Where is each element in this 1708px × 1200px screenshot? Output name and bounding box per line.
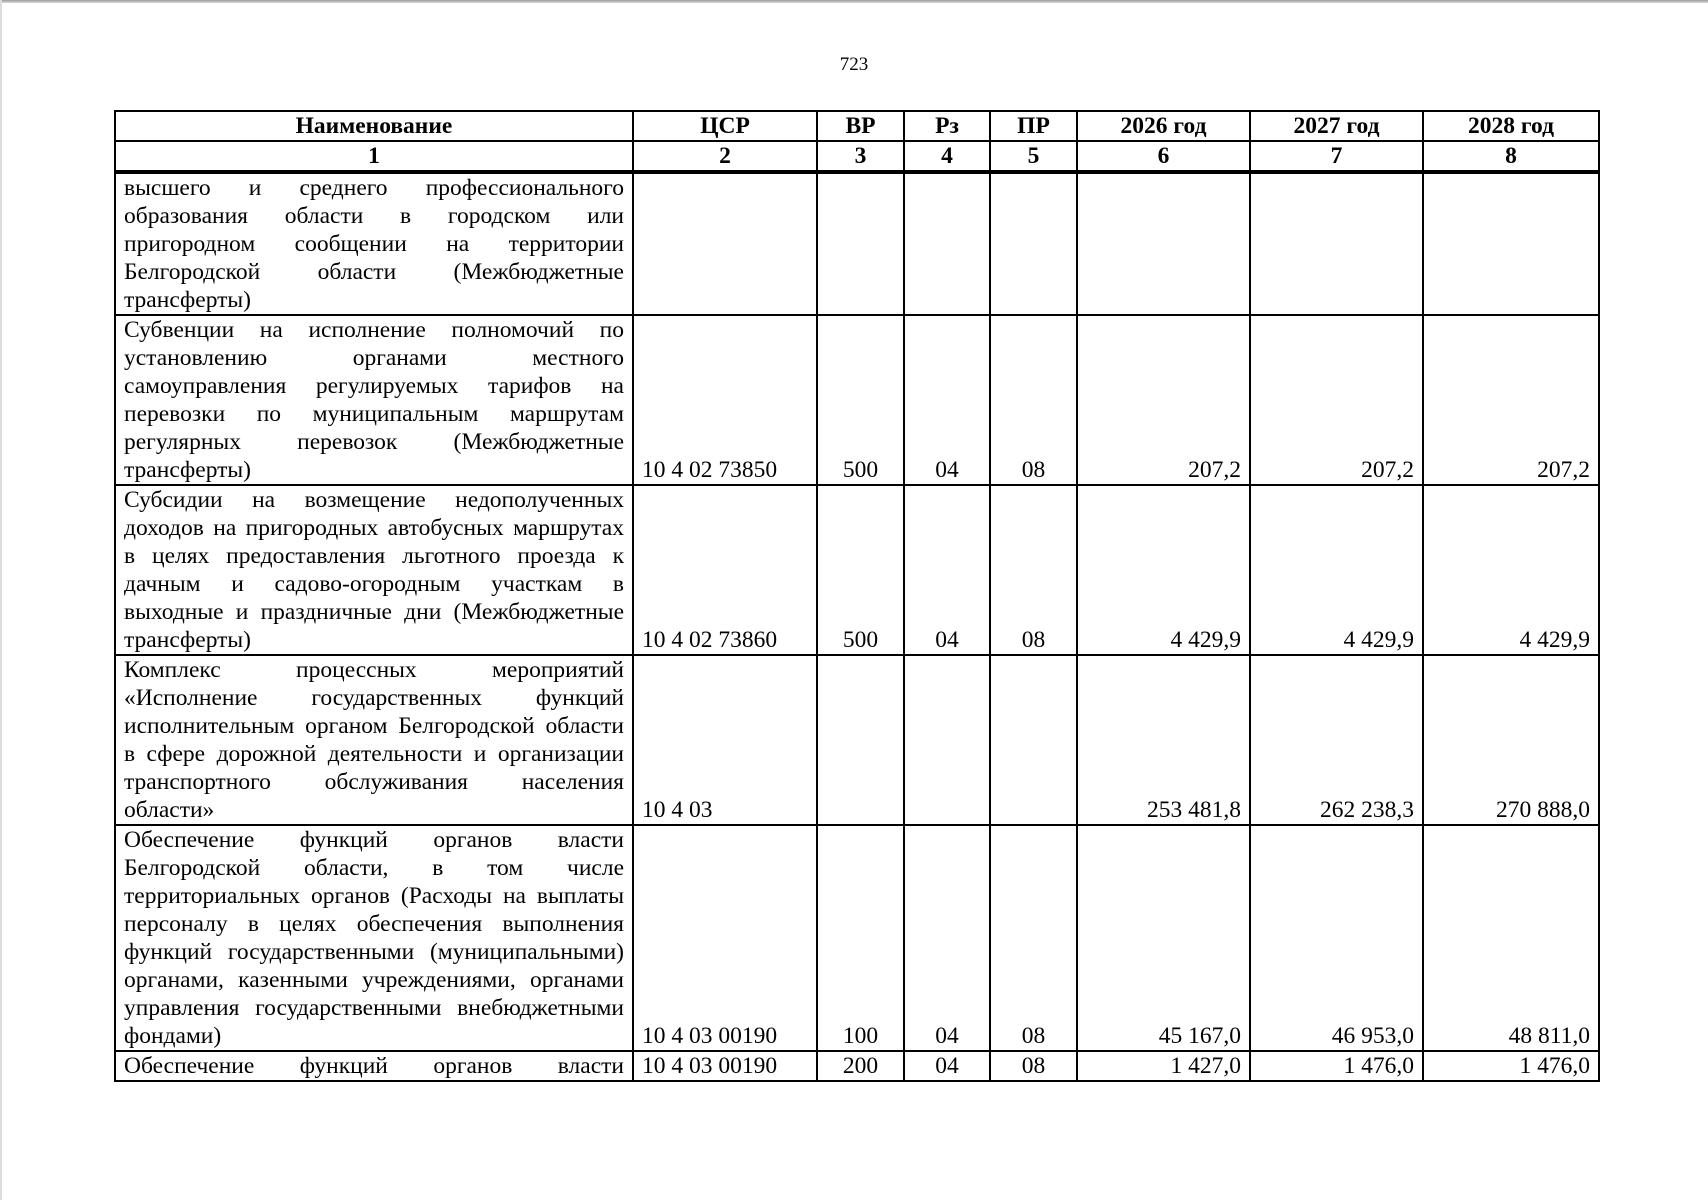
row-vr: 500 bbox=[817, 315, 904, 485]
row-2026: 45 167,0 bbox=[1077, 825, 1250, 1051]
row-vr: 100 bbox=[817, 825, 904, 1051]
row-2027: 4 429,9 bbox=[1250, 485, 1423, 655]
row-csr: 10 4 03 00190 bbox=[633, 1051, 817, 1081]
row-vr: 500 bbox=[817, 485, 904, 655]
row-2026: 1 427,0 bbox=[1077, 1051, 1250, 1081]
row-2027: 207,2 bbox=[1250, 315, 1423, 485]
header-2027: 2027 год bbox=[1250, 111, 1423, 141]
row-name: Обеспечение функций органов власти bbox=[115, 1051, 633, 1081]
column-number: 2 bbox=[633, 141, 817, 172]
column-number: 8 bbox=[1423, 141, 1599, 172]
table-row bbox=[115, 825, 1599, 1051]
row-name: Субсидии на возмещение недополученных доходов на пригородных автобусных маршрутах в целях предоставления льготного проезда к дачным и садово-огородным участкам в выходные и праздничные дни (Межбюджетные трансферты) bbox=[115, 485, 633, 655]
row-csr: 10 4 02 73850 bbox=[633, 315, 817, 485]
column-number: 4 bbox=[904, 141, 990, 172]
row-2026: 4 429,9 bbox=[1077, 485, 1250, 655]
row-csr: 10 4 02 73860 bbox=[633, 485, 817, 655]
row-rz bbox=[904, 172, 990, 315]
header-2026: 2026 год bbox=[1077, 111, 1250, 141]
row-pr: 08 bbox=[990, 485, 1077, 655]
column-number: 7 bbox=[1250, 141, 1423, 172]
row-rz bbox=[904, 655, 990, 825]
budget-table bbox=[114, 110, 1600, 1082]
scan-top-edge bbox=[0, 0, 1708, 3]
table-row bbox=[115, 485, 1599, 655]
row-2026: 253 481,8 bbox=[1077, 655, 1250, 825]
header-2028: 2028 год bbox=[1423, 111, 1599, 141]
column-number: 3 bbox=[817, 141, 904, 172]
row-rz: 04 bbox=[904, 825, 990, 1051]
column-number-row bbox=[115, 141, 1599, 172]
row-rz: 04 bbox=[904, 1051, 990, 1081]
header-row bbox=[115, 111, 1599, 141]
row-csr: 10 4 03 00190 bbox=[633, 825, 817, 1051]
header-rz: Рз bbox=[904, 111, 990, 141]
row-pr: 08 bbox=[990, 1051, 1077, 1081]
header-pr: ПР bbox=[990, 111, 1077, 141]
row-rz: 04 bbox=[904, 485, 990, 655]
row-pr bbox=[990, 172, 1077, 315]
row-2028: 270 888,0 bbox=[1423, 655, 1599, 825]
row-2027: 262 238,3 bbox=[1250, 655, 1423, 825]
table-row bbox=[115, 172, 1599, 315]
row-pr bbox=[990, 655, 1077, 825]
row-vr bbox=[817, 172, 904, 315]
row-vr bbox=[817, 655, 904, 825]
row-2027: 46 953,0 bbox=[1250, 825, 1423, 1051]
scan-left-edge bbox=[0, 0, 2, 1200]
header-name: Наименование bbox=[115, 111, 633, 141]
row-2026 bbox=[1077, 172, 1250, 315]
table-row bbox=[115, 1051, 1599, 1081]
row-csr: 10 4 03 bbox=[633, 655, 817, 825]
row-rz: 04 bbox=[904, 315, 990, 485]
table-row bbox=[115, 655, 1599, 825]
row-name: Комплекс процессных мероприятий «Исполнение государственных функций исполнительным органом Белгородской области в сфере дорожной деятельности и организации транспортного обслуживания населения области» bbox=[115, 655, 633, 825]
row-pr: 08 bbox=[990, 315, 1077, 485]
page-number: 723 bbox=[839, 54, 869, 75]
header-vr: ВР bbox=[817, 111, 904, 141]
row-pr: 08 bbox=[990, 825, 1077, 1051]
row-name: высшего и среднего профессионального образования области в городском или пригородном сообщении на территории Белгородской области (Межбюджетные трансферты) bbox=[115, 172, 633, 315]
column-number: 6 bbox=[1077, 141, 1250, 172]
row-2028: 48 811,0 bbox=[1423, 825, 1599, 1051]
row-2026: 207,2 bbox=[1077, 315, 1250, 485]
row-2027 bbox=[1250, 172, 1423, 315]
row-2027: 1 476,0 bbox=[1250, 1051, 1423, 1081]
row-2028: 207,2 bbox=[1423, 315, 1599, 485]
row-2028: 4 429,9 bbox=[1423, 485, 1599, 655]
row-vr: 200 bbox=[817, 1051, 904, 1081]
row-csr bbox=[633, 172, 817, 315]
row-2028: 1 476,0 bbox=[1423, 1051, 1599, 1081]
row-name: Субвенции на исполнение полномочий по установлению органами местного самоуправления регулируемых тарифов на перевозки по муниципальным маршрутам регулярных перевозок (Межбюджетные трансферты) bbox=[115, 315, 633, 485]
column-number: 1 bbox=[115, 141, 633, 172]
column-number: 5 bbox=[990, 141, 1077, 172]
header-csr: ЦСР bbox=[633, 111, 817, 141]
row-name: Обеспечение функций органов власти Белгородской области, в том числе территориальных органов (Расходы на выплаты персоналу в целях обеспечения выполнения функций государственными (муниципальными) органами, казенными учреждениями, органами управления государственными внебюджетными фондами) bbox=[115, 825, 633, 1051]
row-2028 bbox=[1423, 172, 1599, 315]
table-row bbox=[115, 315, 1599, 485]
